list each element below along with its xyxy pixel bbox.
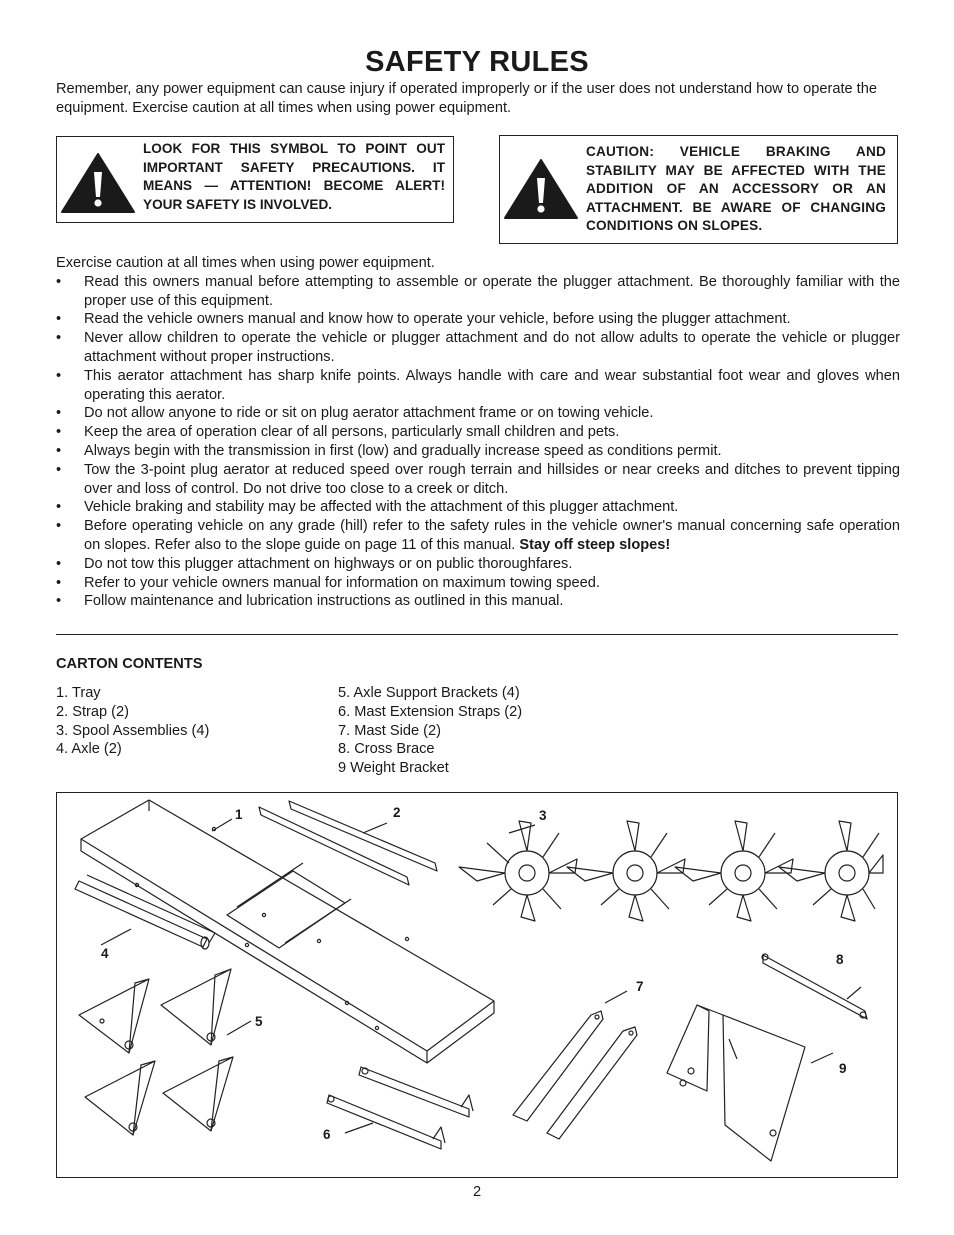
carton-list-left bbox=[56, 684, 209, 759]
intro-paragraph: Remember, any power equipment can cause injury if operated improperly or if the user does not understand how to operate the equipment. Exercise caution at all times when using power equipment. bbox=[56, 81, 877, 116]
part-label-6: 6 bbox=[323, 1127, 331, 1142]
carton-contents-heading: CARTON CONTENTS bbox=[56, 656, 203, 672]
page-title: SAFETY RULES bbox=[365, 46, 589, 78]
carton-item: 2. Strap (2) bbox=[56, 703, 129, 720]
carton-item: 5. Axle Support Brackets (4) bbox=[338, 685, 520, 701]
bullet-item: • Read this owners manual before attempting to assemble or operate the plugger attachment. Be thoroughly familiar with the proper use of this equipment. bbox=[56, 273, 900, 311]
parts-illustration bbox=[56, 792, 898, 1178]
bullet-item: • Do not tow this plugger attachment on highways or on public thoroughfares. bbox=[56, 555, 900, 574]
bullet-emphasis: Stay off steep slopes! bbox=[519, 536, 671, 553]
safety-rules-section bbox=[56, 254, 900, 611]
carton-item: 3. Spool Assemblies (4) bbox=[56, 722, 210, 739]
carton-item: 8. Cross Brace bbox=[338, 741, 435, 758]
part-label-2: 2 bbox=[393, 805, 401, 820]
bullet-item: • Read the vehicle owners manual and know how to operate your vehicle, before using the plugger attachment. bbox=[56, 310, 900, 329]
strap-drawing bbox=[259, 801, 437, 885]
part-label-3: 3 bbox=[539, 808, 547, 823]
part-label-5: 5 bbox=[255, 1014, 263, 1029]
bullet-text: Before operating vehicle on any grade (hill) refer to the safety rules in the vehicle owner's manual concerning safe operation on slopes. Refer also to the slope guide on page 11 of this manual. bbox=[84, 518, 900, 553]
carton-item: 6. Mast Extension Straps (2) bbox=[338, 703, 523, 720]
bullet-item: • This aerator attachment has sharp knife points. Always handle with care and wear substantial foot wear and gloves when operating this aerator. bbox=[56, 367, 900, 405]
bullet-item: • Always begin with the transmission in first (low) and gradually increase speed as conditions permit. bbox=[56, 442, 900, 461]
axle-support-brackets-drawing bbox=[79, 969, 251, 1135]
tray-drawing bbox=[81, 800, 494, 1063]
caution-braking-text: CAUTION: VEHICLE BRAKING AND STABILITY MAY BE AFFECTED WITH THE ADDITION OF AN ACCESSORY OR AN ATTACHMENT. BE AWARE OF CHANGING CONDITIONS ON SLOPES. bbox=[586, 144, 886, 233]
part-label-7: 7 bbox=[636, 979, 644, 994]
bullet-item: • Tow the 3-point plug aerator at reduced speed over rough terrain and hillsides or near creeks and ditches to prevent tipping over and loss of control. Do not drive too close to a creek or ditch. bbox=[56, 461, 900, 499]
bullet-item: • Follow maintenance and lubrication instructions as outlined in this manual. bbox=[56, 592, 900, 611]
mast-side-drawing bbox=[513, 991, 637, 1139]
bullet-item: • Vehicle braking and stability may be affected with the attachment of this plugger attachment. bbox=[56, 498, 900, 517]
safety-bullet-list bbox=[56, 273, 900, 611]
cross-brace-drawing bbox=[762, 954, 867, 1019]
safety-symbol-text: LOOK FOR THIS SYMBOL TO POINT OUT IMPORTANT SAFETY PRECAUTIONS. IT MEANS — ATTENTION! BECOME ALERT! YOUR SAFETY IS INVOLVED. bbox=[143, 141, 445, 212]
carton-item: 4. Axle (2) bbox=[56, 741, 122, 758]
carton-item: 7. Mast Side (2) bbox=[338, 722, 442, 739]
section-divider bbox=[56, 634, 898, 635]
part-label-1: 1 bbox=[235, 807, 243, 822]
carton-list-right bbox=[338, 684, 522, 778]
caution-intro: Exercise caution at all times when using power equipment. bbox=[56, 255, 435, 271]
caution-braking-box bbox=[499, 135, 898, 244]
mast-extension-straps-drawing bbox=[327, 1067, 473, 1149]
carton-item: 1. Tray bbox=[56, 685, 101, 701]
weight-bracket-drawing bbox=[667, 1005, 833, 1161]
warning-triangle-icon bbox=[503, 158, 579, 220]
spool-assemblies-drawing bbox=[459, 821, 883, 921]
bullet-item bbox=[56, 517, 900, 555]
part-label-9: 9 bbox=[839, 1061, 847, 1076]
bullet-item: • Never allow children to operate the vehicle or plugger attachment and do not allow adults to operate the vehicle or plugger attachment without proper instructions. bbox=[56, 329, 900, 367]
bullet-item: • Do not allow anyone to ride or sit on plug aerator attachment frame or on towing vehicle. bbox=[56, 404, 900, 423]
bullet-item: • Keep the area of operation clear of all persons, particularly small children and pets. bbox=[56, 423, 900, 442]
part-label-4: 4 bbox=[101, 946, 109, 961]
part-label-8: 8 bbox=[836, 952, 844, 967]
safety-symbol-box bbox=[56, 136, 454, 223]
bullet-item: • Refer to your vehicle owners manual for information on maximum towing speed. bbox=[56, 574, 900, 593]
carton-item: 9 Weight Bracket bbox=[338, 760, 449, 777]
warning-triangle-icon bbox=[60, 152, 136, 214]
page-number: 2 bbox=[472, 1184, 482, 1200]
